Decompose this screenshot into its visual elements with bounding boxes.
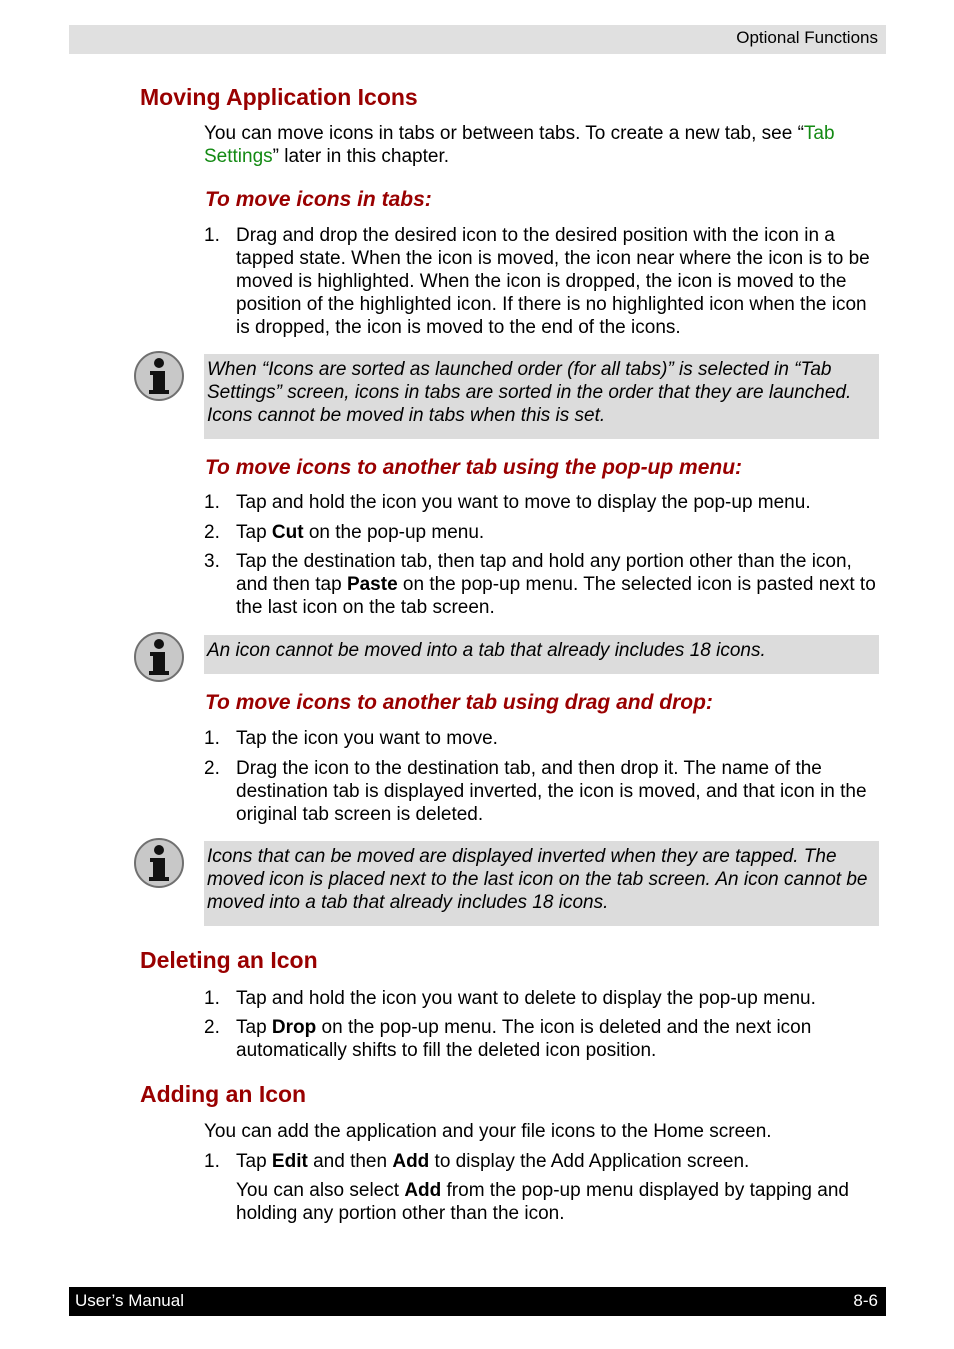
list-item: 1. Tap the icon you want to move. [204,728,498,749]
list-item: 2. Tap Drop on the pop-up menu. The icon is deleted and the next icon automatically shifts to fill the deleted icon position. [204,1017,812,1061]
page-header [69,25,886,54]
footer-manual-title: User’s Manual [75,1291,184,1310]
header-section-title: Optional Functions [736,28,878,47]
info-icon [133,350,185,402]
note-box: When “Icons are sorted as launched order (for all tabs)” is selected in “Tab Settings” screen, icons in tabs are sorted in the order that they are launched. Icons cannot be moved in tabs when this is set. [204,354,879,439]
list-item: 2. Drag the icon to the destination tab, and then drop it. The name of the destination tab is displayed inverted, the icon is moved, and that icon in the original tab screen is deleted. [204,758,867,825]
section-title-adding: Adding an Icon [140,1081,307,1107]
list-item: 1. Drag and drop the desired icon to the desired position with the icon in a tapped state. When the icon is moved, the icon near where the icon is to be moved is highlighted. When the icon is dropped, the icon is moved to the position of the highlighted icon. If there is no highlighted icon when the icon is dropped, the icon is moved to the end of the icons. [204,225,870,338]
list-item: 1. Tap and hold the icon you want to delete to display the pop-up menu. [204,988,816,1009]
subsection-title-in-tabs: To move icons in tabs: [205,188,432,211]
note-box: Icons that can be moved are displayed inverted when they are tapped. The moved icon is placed next to the last icon on the tab screen. An icon cannot be moved into a tab that already includes 18 icons. [204,841,879,926]
page-footer [69,1287,886,1316]
section-title-moving: Moving Application Icons [140,84,418,110]
info-icon [133,837,185,889]
list-item: 1. Tap and hold the icon you want to move to display the pop-up menu. [204,492,811,513]
adding-intro: You can add the application and your file icons to the Home screen. [204,1121,772,1142]
list-item: 1. Tap Edit and then Add to display the Add Application screen. [204,1151,750,1172]
list-item: 3. Tap the destination tab, then tap and hold any portion other than the icon, and then tap Paste on the pop-up menu. The selected icon is pasted next to the last icon on the tab screen. [204,551,876,618]
list-item-continuation: You can also select Add from the pop-up menu displayed by tapping and holding any portion other than the icon. [236,1180,849,1224]
page-number: 8-6 [853,1291,878,1310]
subsection-title-drag-drop: To move icons to another tab using drag and drop: [205,691,713,714]
section-title-deleting: Deleting an Icon [140,947,318,973]
note-box: An icon cannot be moved into a tab that already includes 18 icons. [204,635,879,674]
moving-intro: You can move icons in tabs or between tabs. To create a new tab, see “Tab Settings” later in this chapter. [204,123,835,167]
tab-settings-link[interactable]: Tab Settings [204,123,835,167]
list-item: 2. Tap Cut on the pop-up menu. [204,522,485,543]
info-icon [133,631,185,683]
subsection-title-popup: To move icons to another tab using the pop-up menu: [205,456,743,479]
